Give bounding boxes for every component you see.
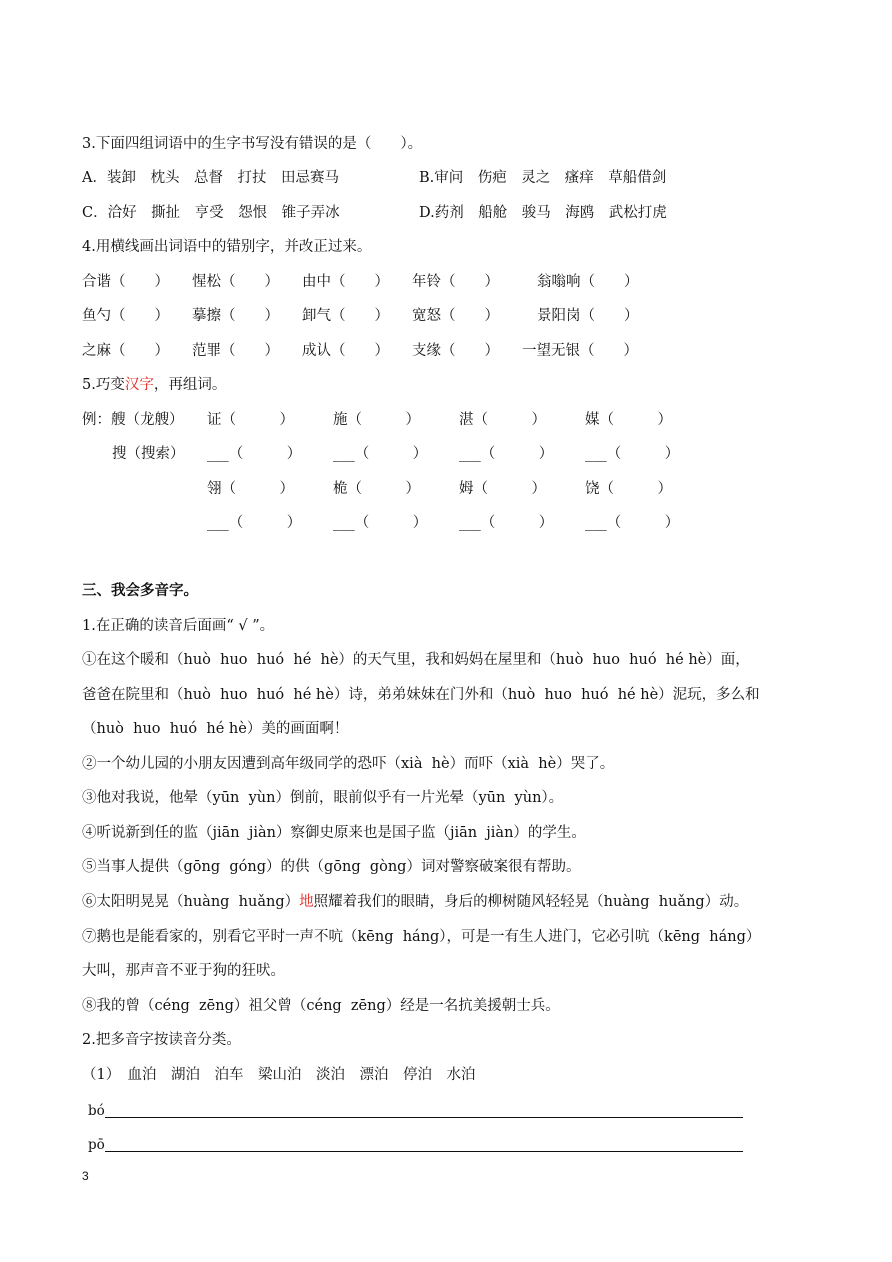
q4-item: 一望无银（ ） (522, 343, 638, 359)
q4-item: 之麻（ ） (82, 343, 169, 359)
q5-blank: ___（ ） (207, 515, 302, 531)
answer-line-po[interactable] (105, 1151, 743, 1152)
q5-example-2: 搜（搜索） (112, 446, 185, 462)
sec3-line-pre: ⑥太阳明晃晃（huàng huǎng） (82, 894, 300, 910)
page-number: 3 (82, 1169, 89, 1183)
q5-blank: ___（ ） (585, 446, 680, 462)
q5-item: 证（ ） (207, 412, 294, 428)
q4-item: 翁嗡响（ ） (537, 274, 639, 290)
q4-item: 年铃（ ） (412, 274, 499, 290)
q4-item: 范罪（ ） (192, 343, 279, 359)
sec3-q1-line: ③他对我说，他晕（yūn yùn）倒前，眼前似乎有一片光晕（yūn yùn）。 (82, 790, 564, 806)
q5-blank: ___（ ） (459, 515, 554, 531)
sec3-q1-line: ⑦鹅也是能看家的，别看它平时一声不吭（kēng háng），可是一有生人进门，它必引吭（kēng háng） (82, 929, 761, 945)
q5-item: 姆（ ） (459, 481, 546, 497)
q4-item: 宽怒（ ） (412, 308, 499, 324)
q5-item: 饶（ ） (585, 481, 672, 497)
sec3-line-highlight: 地 (299, 894, 314, 910)
q4-item: 鱼勺（ ） (82, 308, 169, 324)
answer-label-bo: bó (88, 1103, 105, 1119)
sec3-q1-line (82, 892, 748, 912)
q4-item: 摹擦（ ） (192, 308, 279, 324)
q3-option-c: C．洽好 撕扯 亨受 怨恨 锥子弄冰 (82, 205, 340, 221)
q5-title-pre: 5.巧变 (82, 377, 125, 393)
q5-item: 翎（ ） (207, 481, 294, 497)
q4-title: 4.用横线画出词语中的错别字，并改正过来。 (82, 239, 372, 255)
section-heading: 三、我会多音字。 (82, 582, 198, 599)
q3-option-d: D.药剂 船舱 骏马 海鸥 武松打虎 (419, 205, 667, 221)
q4-item: 成认（ ） (302, 343, 389, 359)
q5-blank: ___（ ） (333, 446, 428, 462)
q5-blank: ___（ ） (459, 446, 554, 462)
sec3-q1-line: ④听说新到任的监（jiān jiàn）察御史原来也是国子监（jiān jiàn）的学生。 (82, 825, 586, 841)
q3-title: 3.下面四组词语中的生字书写没有错误的是（ ）。 (82, 136, 423, 152)
sec3-q2-words: （1） 血泊 湖泊 泊车 梁山泊 淡泊 漂泊 停泊 水泊 (82, 1067, 476, 1083)
q4-item: 支缘（ ） (412, 343, 499, 359)
q4-item: 合谐（ ） (82, 274, 169, 290)
q5-title-post: ，再组词。 (153, 377, 227, 393)
sec3-q1-line: ⑤当事人提供（gōng góng）的供（gōng gòng）词对警察破案很有帮助。 (82, 859, 581, 875)
answer-line-bo[interactable] (105, 1117, 743, 1118)
q5-item: 媒（ ） (585, 412, 672, 428)
sec3-q1-line: ①在这个暖和（huò huo huó hé hè）的天气里，我和妈妈在屋里和（huò huo huó hé hè）面， (82, 652, 750, 668)
answer-label-po: pō (88, 1137, 105, 1153)
q4-item: 惺松（ ） (192, 274, 279, 290)
sec3-q1-line: 大叫，那声音不亚于狗的狂吠。 (82, 963, 285, 979)
q5-example-1: 例：艘（龙艘） (82, 412, 184, 428)
q4-item: 景阳岗（ ） (537, 308, 639, 324)
q5-title-highlight: 汉字 (124, 377, 154, 393)
q5-blank: ___（ ） (585, 515, 680, 531)
q5-title (82, 375, 226, 395)
sec3-line-post: 照耀着我们的眼睛，身后的柳树随风轻轻晃（huàng huǎng）动。 (313, 894, 749, 910)
q5-item: 湛（ ） (459, 412, 546, 428)
sec3-q2-title: 2.把多音字按读音分类。 (82, 1032, 241, 1048)
q5-blank: ___（ ） (333, 515, 428, 531)
sec3-q1-line: （huò huo huó hé hè）美的画面啊！ (82, 721, 349, 737)
q5-item: 施（ ） (333, 412, 420, 428)
q3-option-a: A．装卸 枕头 总督 打扙 田忌赛马 (82, 170, 339, 186)
q5-blank: ___（ ） (207, 446, 302, 462)
q5-item: 桅（ ） (333, 481, 420, 497)
q4-item: 卸气（ ） (302, 308, 389, 324)
sec3-q1-line: ②一个幼儿园的小朋友因遭到高年级同学的恐吓（xià hè）而吓（xià hè）哭了。 (82, 756, 615, 772)
q3-option-b: B.审问 伤疤 灵之 瘙痒 草船借剑 (419, 170, 667, 186)
sec3-q1-line: 爸爸在院里和（huò huo huó hé hè）诗，弟弟妹妹在门外和（huò huo huó hé hè）泥玩，多么和 (82, 687, 760, 703)
sec3-q1-line: ⑧我的曾（céng zēng）祖父曾（céng zēng）经是一名抗美援朝士兵。 (82, 998, 560, 1014)
q4-item: 由中（ ） (302, 274, 389, 290)
sec3-q1-title: 1.在正确的读音后面画“ √ ”。 (82, 618, 275, 634)
